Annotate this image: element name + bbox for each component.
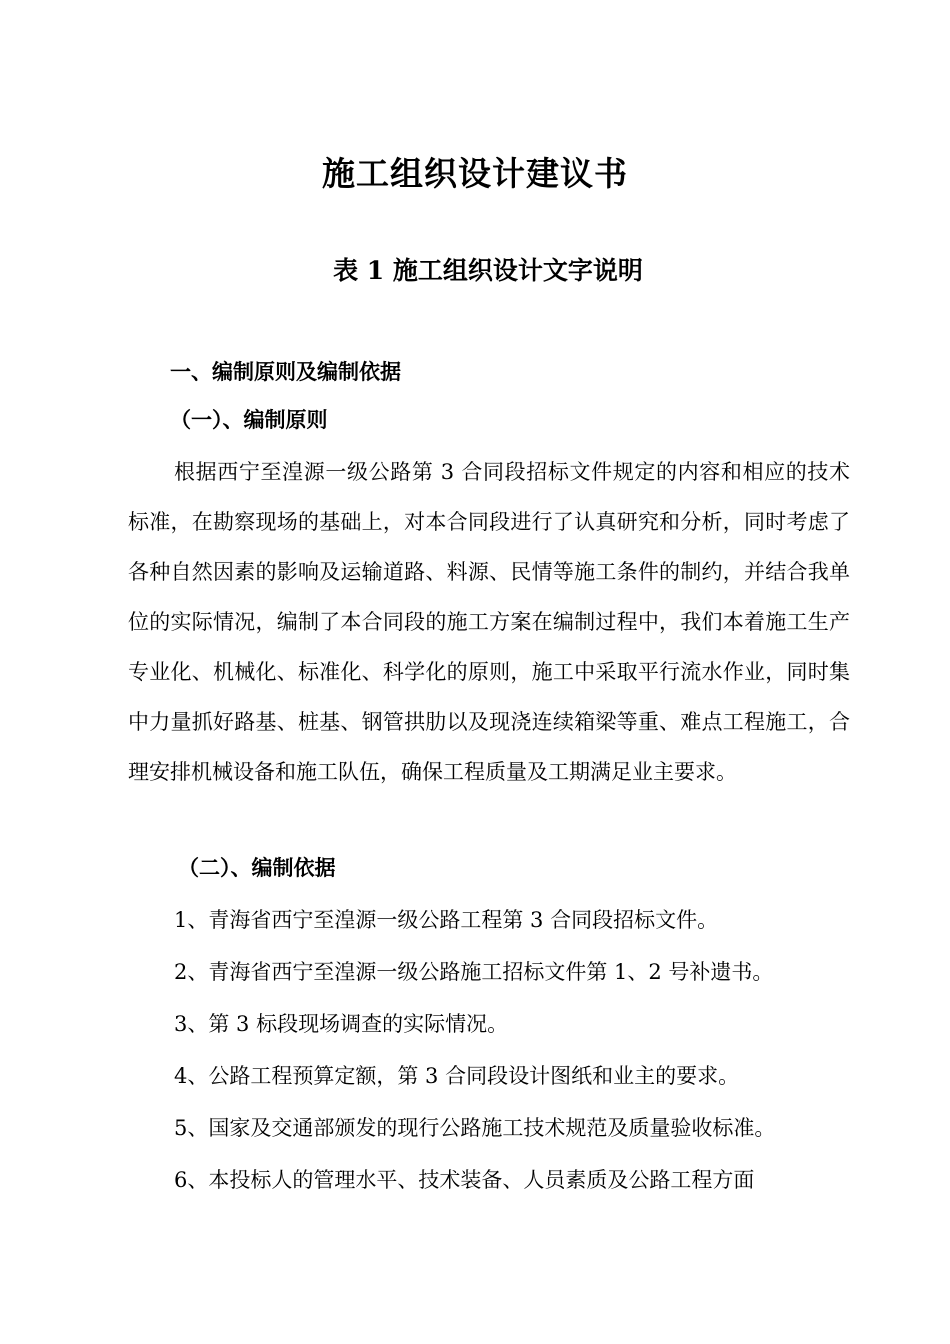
list-item: 2、青海省西宁至湟源一级公路施工招标文件第 1、2 号补遗书。 [174,960,774,984]
principles-paragraph: 根据西宁至湟源一级公路第 3 合同段招标文件规定的内容和相应的技术标准，在勘察现场的基础上，对本合同段进行了认真研究和分析，同时考虑了各种自然因素的影响及运输道路、料源、民情等施工条件的制约，并结合我单位的实际情况，编制了本合同段的施工方案在编制过程中，我们本着施工生产专业化、机械化、标准化、科学化的原则，施工中采取平行流水作业，同时集中力量抓好路基、桩基、钢管拱肋以及现浇连续箱梁等重、难点工程施工，合理安排机械设备和施工队伍，确保工程质量及工期满足业主要求。 [128,460,850,784]
list-item: 5、国家及交通部颁发的现行公路施工技术规范及质量验收标准。 [174,1116,776,1140]
basis-list [128,894,850,1206]
section-heading-compilation: 一、编制原则及编制依据 [170,359,401,384]
list-item: 3、第 3 标段现场调查的实际情况。 [174,1012,509,1036]
list-item: 6、本投标人的管理水平、技术装备、人员素质及公路工程方面 [174,1168,755,1192]
list-item: 1、青海省西宁至湟源一级公路工程第 3 合同段招标文件。 [174,908,719,932]
table-title: 表 1 施工组织设计文字说明 [333,256,643,285]
list-item: 4、公路工程预算定额，第 3 合同段设计图纸和业主的要求。 [174,1064,740,1088]
subsection-heading-basis: （二）、编制依据 [178,855,336,880]
document-title: 施工组织设计建议书 [322,154,628,193]
subsection-heading-principles: （一）、编制原则 [170,407,328,432]
